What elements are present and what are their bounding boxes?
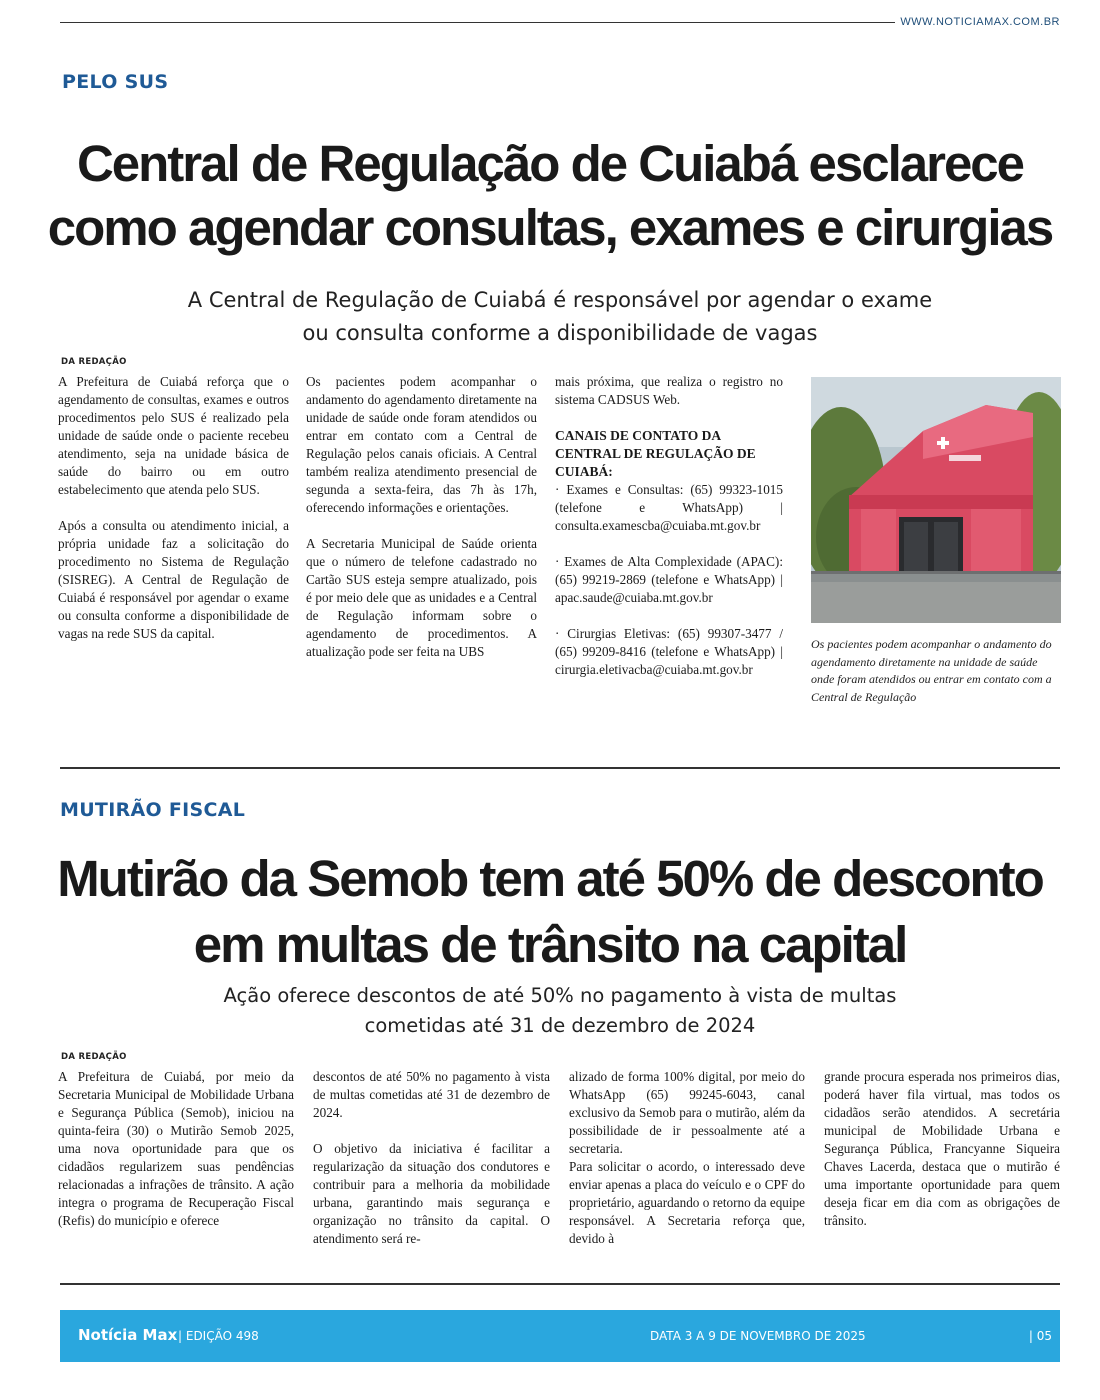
article1-kicker: PELO SUS [62, 71, 169, 93]
article1-photo-caption: Os pacientes podem acompanhar o andamento do agendamento diretamente na unidade de saúde onde foram atendidos ou entrar em contato com a Central de Regulação [811, 637, 1052, 704]
article2-byline: DA REDAÇÃO [61, 1052, 127, 1062]
article1-photo [811, 377, 1061, 623]
article2-subtitle [60, 981, 1060, 1041]
contact-item-exams: · Exames e Consultas: (65) 99323-1015 (telefone e WhatsApp) | consulta.examescba@cuiaba.mt.gov.br [555, 482, 783, 533]
article1-headline-line2: como agendar consultas, exames e cirurgias [47, 199, 1053, 256]
section-divider [60, 767, 1060, 769]
footer-divider [60, 1283, 1060, 1285]
health-unit-building-illustration [811, 377, 1061, 623]
footer-brand: Notícia Max [78, 1326, 178, 1344]
article1-column-1 [58, 373, 289, 723]
footer-date: DATA 3 A 9 DE NOVEMBRO DE 2025 [650, 1329, 866, 1343]
article2-headline [40, 846, 1060, 978]
article2-kicker: MUTIRÃO FISCAL [60, 799, 246, 821]
article1-paragraph: A Prefeitura de Cuiabá reforça que o agendamento de consultas, exames e outros procedimentos pelo SUS é realizado pela unidade de saúde onde o paciente recebeu atendimento, seja na unidade básica de saúde do bairro ou em outro estabelecimento que atenda pelo SUS. [58, 374, 289, 497]
article2-paragraph: O objetivo da iniciativa é facilitar a regularização da situação dos condutores e contribuir para a melhoria da mobilidade urbana, garantindo mais segurança e organização no trânsito da capital. O atendimento será re- [313, 1141, 550, 1246]
article2-subtitle-line1: Ação oferece descontos de até 50% no pagamento à vista de multas [223, 984, 897, 1007]
article2-headline-line2: em multas de trânsito na capital [193, 916, 907, 973]
article1-column-2 [306, 373, 537, 723]
article2-column-2 [313, 1068, 550, 1258]
article2-column-1 [58, 1068, 294, 1258]
article2-headline-line1: Mutirão da Semob tem até 50% de desconto [57, 850, 1043, 907]
article1-byline: DA REDAÇÃO [61, 357, 127, 367]
contact-item-apac: · Exames de Alta Complexidade (APAC): (65) 99219-2869 (telefone e WhatsApp) | apac.saude@cuiaba.mt.gov.br [555, 554, 783, 605]
article2-paragraph: descontos de até 50% no pagamento à vista de multas cometidas até 31 de dezembro de 2024. [313, 1069, 550, 1120]
article1-subtitle-line2: ou consulta conforme a disponibilidade de vagas [302, 321, 818, 345]
article2-column-3 [569, 1068, 805, 1258]
article1-subtitle [60, 284, 1060, 350]
article2-paragraph: grande procura esperada nos primeiros dias, poderá haver fila virtual, mas todos os cidadãos serão atendidos. A secretária municipal de Mobilidade Urbana e Segurança Pública, Francyanne Siqueira Chaves Lacerda, destaca que o mutirão é uma importante oportunidade para quem deseja ficar em dia com as obrigações de trânsito. [824, 1069, 1060, 1228]
article2-paragraph: A Prefeitura de Cuiabá, por meio da Secretaria Municipal de Mobilidade Urbana e Segurança Pública (Semob), iniciou na quinta-feira (30) o Mutirão Semob 2025, uma nova oportunidade para que os cidadãos regularizem suas pendências relacionadas a infrações de trânsito. A ação integra o programa de Recuperação Fiscal (Refis) do município e oferece [58, 1069, 294, 1228]
footer-bar [60, 1310, 1060, 1362]
header-rule [60, 22, 895, 23]
article2-column-4 [824, 1068, 1060, 1258]
contact-item-surgeries: · Cirurgias Eletivas: (65) 99307-3477 / (65) 99209-8416 (telefone e WhatsApp) | cirurgia.eletivacba@cuiaba.mt.gov.br [555, 626, 783, 677]
article2-paragraph: Para solicitar o acordo, o interessado deve enviar apenas a placa do veículo e o CPF do proprietário, aguardando o retorno da equipe responsável. A Secretaria reforça que, devido à [569, 1159, 805, 1246]
article2-paragraph: alizado de forma 100% digital, por meio do WhatsApp (65) 99245-6043, canal exclusivo da Semob para o mutirão, além da possibilidade de ir pessoalmente até a secretaria. [569, 1069, 805, 1156]
article2-subtitle-line2: cometidas até 31 de dezembro de 2024 [364, 1014, 756, 1037]
article1-column-3 [555, 373, 783, 723]
article1-paragraph: A Secretaria Municipal de Saúde orienta que o número de telefone cadastrado no Cartão SUS esteja sempre atualizado, pois é por meio dele que as unidades e a Central de Regulação informam sobre o agendamento de procedimentos. A atualização pode ser feita na UBS [306, 536, 537, 659]
article1-headline-line1: Central de Regulação de Cuiabá esclarece [76, 135, 1024, 192]
site-url: WWW.NOTICIAMAX.COM.BR [900, 16, 1060, 28]
footer-edition: | EDIÇÃO 498 [178, 1329, 259, 1343]
article1-paragraph: mais próxima, que realiza o registro no sistema CADSUS Web. [555, 374, 783, 407]
contact-channels-heading: CANAIS DE CONTATO DA CENTRAL DE REGULAÇÃO DE CUIABÁ: [555, 428, 756, 479]
footer-page-number: | 05 [1028, 1329, 1052, 1343]
article1-paragraph: Os pacientes podem acompanhar o andamento do agendamento diretamente na unidade de saúde onde foram atendidos ou entrar em contato com a Central de Regulação pelos canais oficiais. A Central também realiza atendimento presencial de segunda a sexta-feira, das 7h às 17h, oferecendo informações e orientações. [306, 374, 537, 515]
article1-headline [40, 132, 1060, 260]
article1-subtitle-line1: A Central de Regulação de Cuiabá é responsável por agendar o exame [187, 288, 933, 312]
article1-paragraph: Após a consulta ou atendimento inicial, a própria unidade faz a solicitação do procedimento no Sistema de Regulação (SISREG). A Central de Regulação de Cuiabá é responsável por agendar o exame ou consulta conforme a disponibilidade de vagas na rede SUS da capital. [58, 518, 289, 641]
